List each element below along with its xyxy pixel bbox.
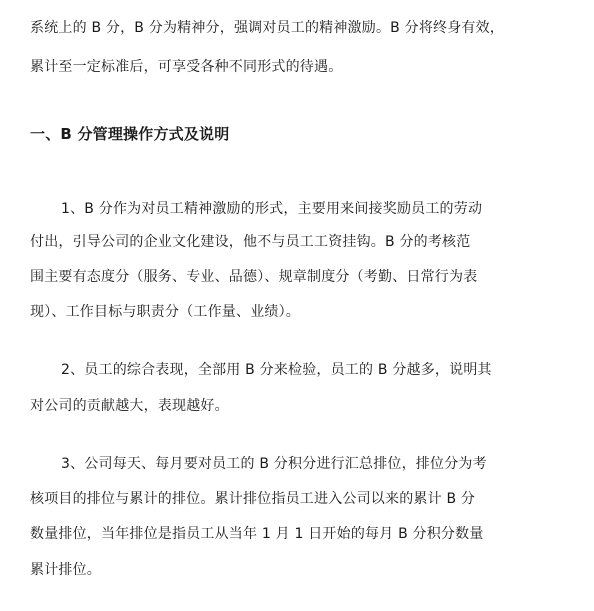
paragraph-3-line-1: 3、公司每天、每月要对员工的 B 分积分进行汇总排位，排位分为考	[61, 456, 487, 472]
paragraph-2-line-2: 对公司的贡献越大，表现越好。	[30, 398, 229, 414]
paragraph-3-line-3: 数量排位，当年排位是指员工从当年 1 月 1 日开始的每月 B 分积分数量	[30, 526, 484, 542]
paragraph-2-line-1: 2、员工的综合表现，全部用 B 分来检验，员工的 B 分越多，说明其	[61, 362, 492, 378]
paragraph-1-line-4: 现）、工作目标与职责分（工作量、业绩）。	[30, 304, 300, 320]
intro-line-2: 累计至一定标准后，可享受各种不同形式的待遇。	[30, 59, 343, 75]
paragraph-3-line-4: 累计排位。	[30, 562, 101, 578]
paragraph-3-line-2: 核项目的排位与累计的排位。累计排位指员工进入公司以来的累计 B 分	[30, 491, 476, 507]
intro-line-1: 系统上的 B 分，B 分为精神分，强调对员工的精神激励。B 分将终身有效，	[30, 20, 505, 36]
section-heading: 一、B 分管理操作方式及说明	[30, 125, 230, 143]
paragraph-1-line-2: 付出，引导公司的企业文化建设，他不与员工工资挂钩。B 分的考核范	[30, 234, 471, 250]
paragraph-1-line-3: 围主要有态度分（服务、专业、品德）、规章制度分（考勤、日常行为表	[30, 269, 478, 285]
paragraph-1-line-1: 1、B 分作为对员工精神激励的形式，主要用来间接奖励员工的劳动	[61, 201, 483, 217]
